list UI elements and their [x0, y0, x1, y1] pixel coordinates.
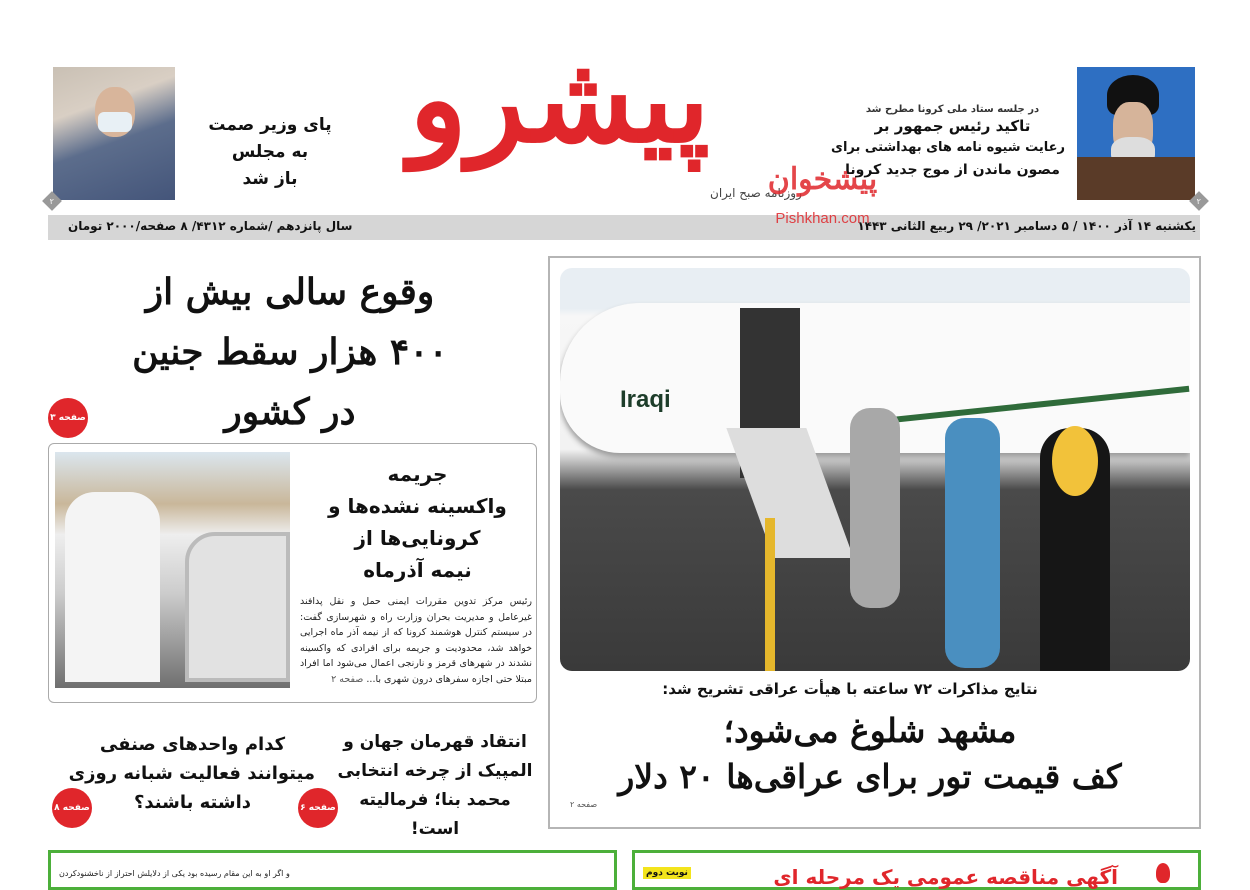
- page-marker: ۲: [42, 191, 62, 211]
- headline-minister: پای وزیر صمت به مجلس باز شد: [208, 115, 332, 189]
- page-badge[interactable]: صفحه ۶: [298, 788, 338, 828]
- headline-businesses: کدام واحدهای صنفی میتوانند فعالیت شبانه روزی داشته باشند؟: [68, 734, 315, 813]
- headline-abortion: وقوع سالی بیش از ۴۰۰ هزار سقط جنین در کشور: [132, 271, 448, 433]
- main-page-ref: صفحه ۲: [570, 800, 598, 809]
- tender-ad-box: [632, 850, 1201, 890]
- plane-photo: [560, 268, 1190, 671]
- police-photo: [55, 452, 290, 688]
- page-marker: ۲: [1189, 191, 1209, 211]
- masthead-subtitle: روزنامه صبح ایران: [710, 186, 802, 200]
- info-bar: [48, 215, 1200, 240]
- headline-fines: جریمه واکسینه نشده‌ها و کرونایی‌ها از نیمه آذرماه: [328, 462, 507, 582]
- masthead-logo: پیشرو: [409, 29, 710, 170]
- issue-info: سال پانزدهم /شماره ۴۳۱۲/ ۸ صفحه/۲۰۰۰ تومان: [68, 219, 353, 233]
- pishkhan-watermark: پیشخوان Pishkhan.com: [767, 162, 878, 227]
- page-badge[interactable]: صفحه ۳: [48, 398, 88, 438]
- headline-wrestler: انتقاد قهرمان جهان و المپیک از چرخه انتخابی محمد بنا؛ فرمالیته است!: [337, 732, 533, 839]
- president-photo: [1077, 67, 1195, 200]
- minister-photo: [53, 67, 175, 200]
- bottom-left-box: و اگر او به این مقام رسیده بود یکی از دلایلش احتراز از ناخشنودکردن: [48, 850, 617, 890]
- plane-livery-text: Iraqi: [620, 386, 671, 413]
- tender-tag: نوبت دوم: [643, 867, 691, 879]
- date-info: یکشنبه ۱۴ آذر ۱۴۰۰ / ۵ دسامبر ۲۰۲۱/ ۲۹ ربیع الثانی ۱۴۴۳: [857, 219, 1196, 233]
- headline-president: در جلسه ستاد ملی کرونا مطرح شد تاکید رئیس جمهور بر رعایت شیوه نامه های بهداشتی برای مصون ماندن از موج جدید کرونا: [831, 104, 1065, 178]
- main-kicker: نتایج مذاکرات ۷۲ ساعته با هیأت عراقی تشریح شد:: [662, 680, 1038, 698]
- story-body: رئیس مرکز تدوین مقررات ایمنی حمل و نقل پدافند غیرعامل و مدیریت بحران وزارت راه و شهرسازی گفت: در سیستم کنترل هوشمند کرونا که از نیمه آذر ماه اجرایی خواهد شد، محدودیت و جریمه برای افرادی که واکسینه نشدند در شهرهای قرمز و نارنجی اعمال می‌شود اما افراد مبتلا حتی اجازه سفرهای درون شهری با... صفحه ۲: [300, 596, 532, 685]
- page-badge[interactable]: صفحه ۸: [52, 788, 92, 828]
- tender-title: آگهی مناقصه عمومی یک مرحله ای: [773, 865, 1118, 889]
- flame-icon: [1156, 863, 1170, 883]
- main-headline: مشهد شلوغ می‌شود؛ کف قیمت تور برای عراقی‌ها ۲۰ دلار: [618, 711, 1122, 796]
